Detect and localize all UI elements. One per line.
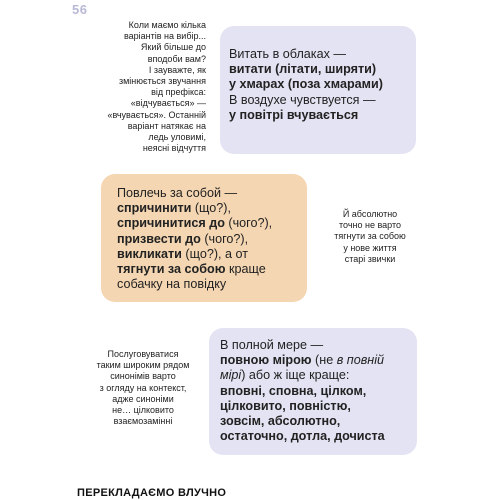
card2-note-5: краще bbox=[225, 262, 266, 277]
card2-line-6 bbox=[117, 262, 303, 277]
side-note-habits: Й абсолютно точно не варто тягнути за собою у нове життя старі звички bbox=[334, 209, 406, 264]
card3-line-4: вповні, сповна, цілком, bbox=[220, 383, 367, 398]
card2-term-2: спричинитися до bbox=[117, 216, 225, 231]
card3-line-5: цілковито, повністю, bbox=[220, 398, 351, 413]
phrase-card-fully bbox=[209, 328, 417, 455]
card1-line-3: у хмарах (поза хмарами) bbox=[229, 77, 383, 92]
side-note-synonyms: Послуговуватися таким широким рядом синонімів варто з огляду на контекст, адже синоніми не… цілковито взаємозамінні bbox=[96, 349, 190, 427]
card2-note-3: (чого?), bbox=[200, 231, 249, 246]
card3-italic-2: мірі bbox=[220, 368, 242, 383]
card3-line-1: В полной мере — bbox=[220, 338, 324, 352]
card2-line-7: собачку на повідку bbox=[117, 277, 227, 292]
phrase-card-clouds bbox=[220, 26, 416, 154]
card2-note-1: (що?), bbox=[191, 201, 231, 216]
card1-line-4: В воздухе чувствуется — bbox=[229, 92, 376, 107]
page-number: 56 bbox=[72, 2, 88, 17]
card2-term-4: викликати bbox=[117, 246, 182, 261]
card2-line-4 bbox=[117, 232, 303, 247]
card2-term-1: спричинити bbox=[117, 201, 192, 216]
card3-paren-open: (не bbox=[311, 353, 337, 368]
card2-line-5 bbox=[117, 247, 303, 262]
card3-term-1: повною мірою bbox=[220, 353, 312, 368]
card2-term-3: призвести до bbox=[117, 231, 201, 246]
card3-italic-1: в повній bbox=[336, 353, 385, 368]
card1-line-1: Витать в облаках — bbox=[229, 47, 346, 61]
card2-note-2: (чого?), bbox=[224, 216, 273, 231]
card2-note-4: (що?), а от bbox=[181, 246, 249, 261]
side-note-choice: Коли маємо кілька варіантів на вибір... Який більше до вподоби вам? І зауважте, як змінюється звучання від префікса: «відчувається» — «вчувається». Останній варіант натякає на ледь уловимі, неясні відчуття bbox=[107, 20, 206, 154]
card1-line-5: у повітрі вчувається bbox=[229, 107, 359, 122]
section-title: ПЕРЕКЛАДАЄМО ВЛУЧНО bbox=[77, 487, 227, 499]
phrase-card-entail bbox=[101, 174, 307, 302]
card2-line-1: Повлечь за собой — bbox=[117, 186, 238, 200]
card3-line-2 bbox=[220, 353, 413, 368]
card2-line-2 bbox=[117, 201, 303, 216]
card3-line-7: остаточно, дотла, дочиста bbox=[220, 429, 385, 444]
card3-line-6: зовсім, абсолютно, bbox=[220, 414, 341, 429]
card3-paren-close: ) або ж іще краще: bbox=[241, 368, 350, 383]
card1-line-2: витати (літати, ширяти) bbox=[229, 62, 377, 77]
card3-line-3 bbox=[220, 368, 413, 383]
card2-term-5: тягнути за собою bbox=[117, 262, 226, 277]
card2-line-3 bbox=[117, 216, 303, 231]
